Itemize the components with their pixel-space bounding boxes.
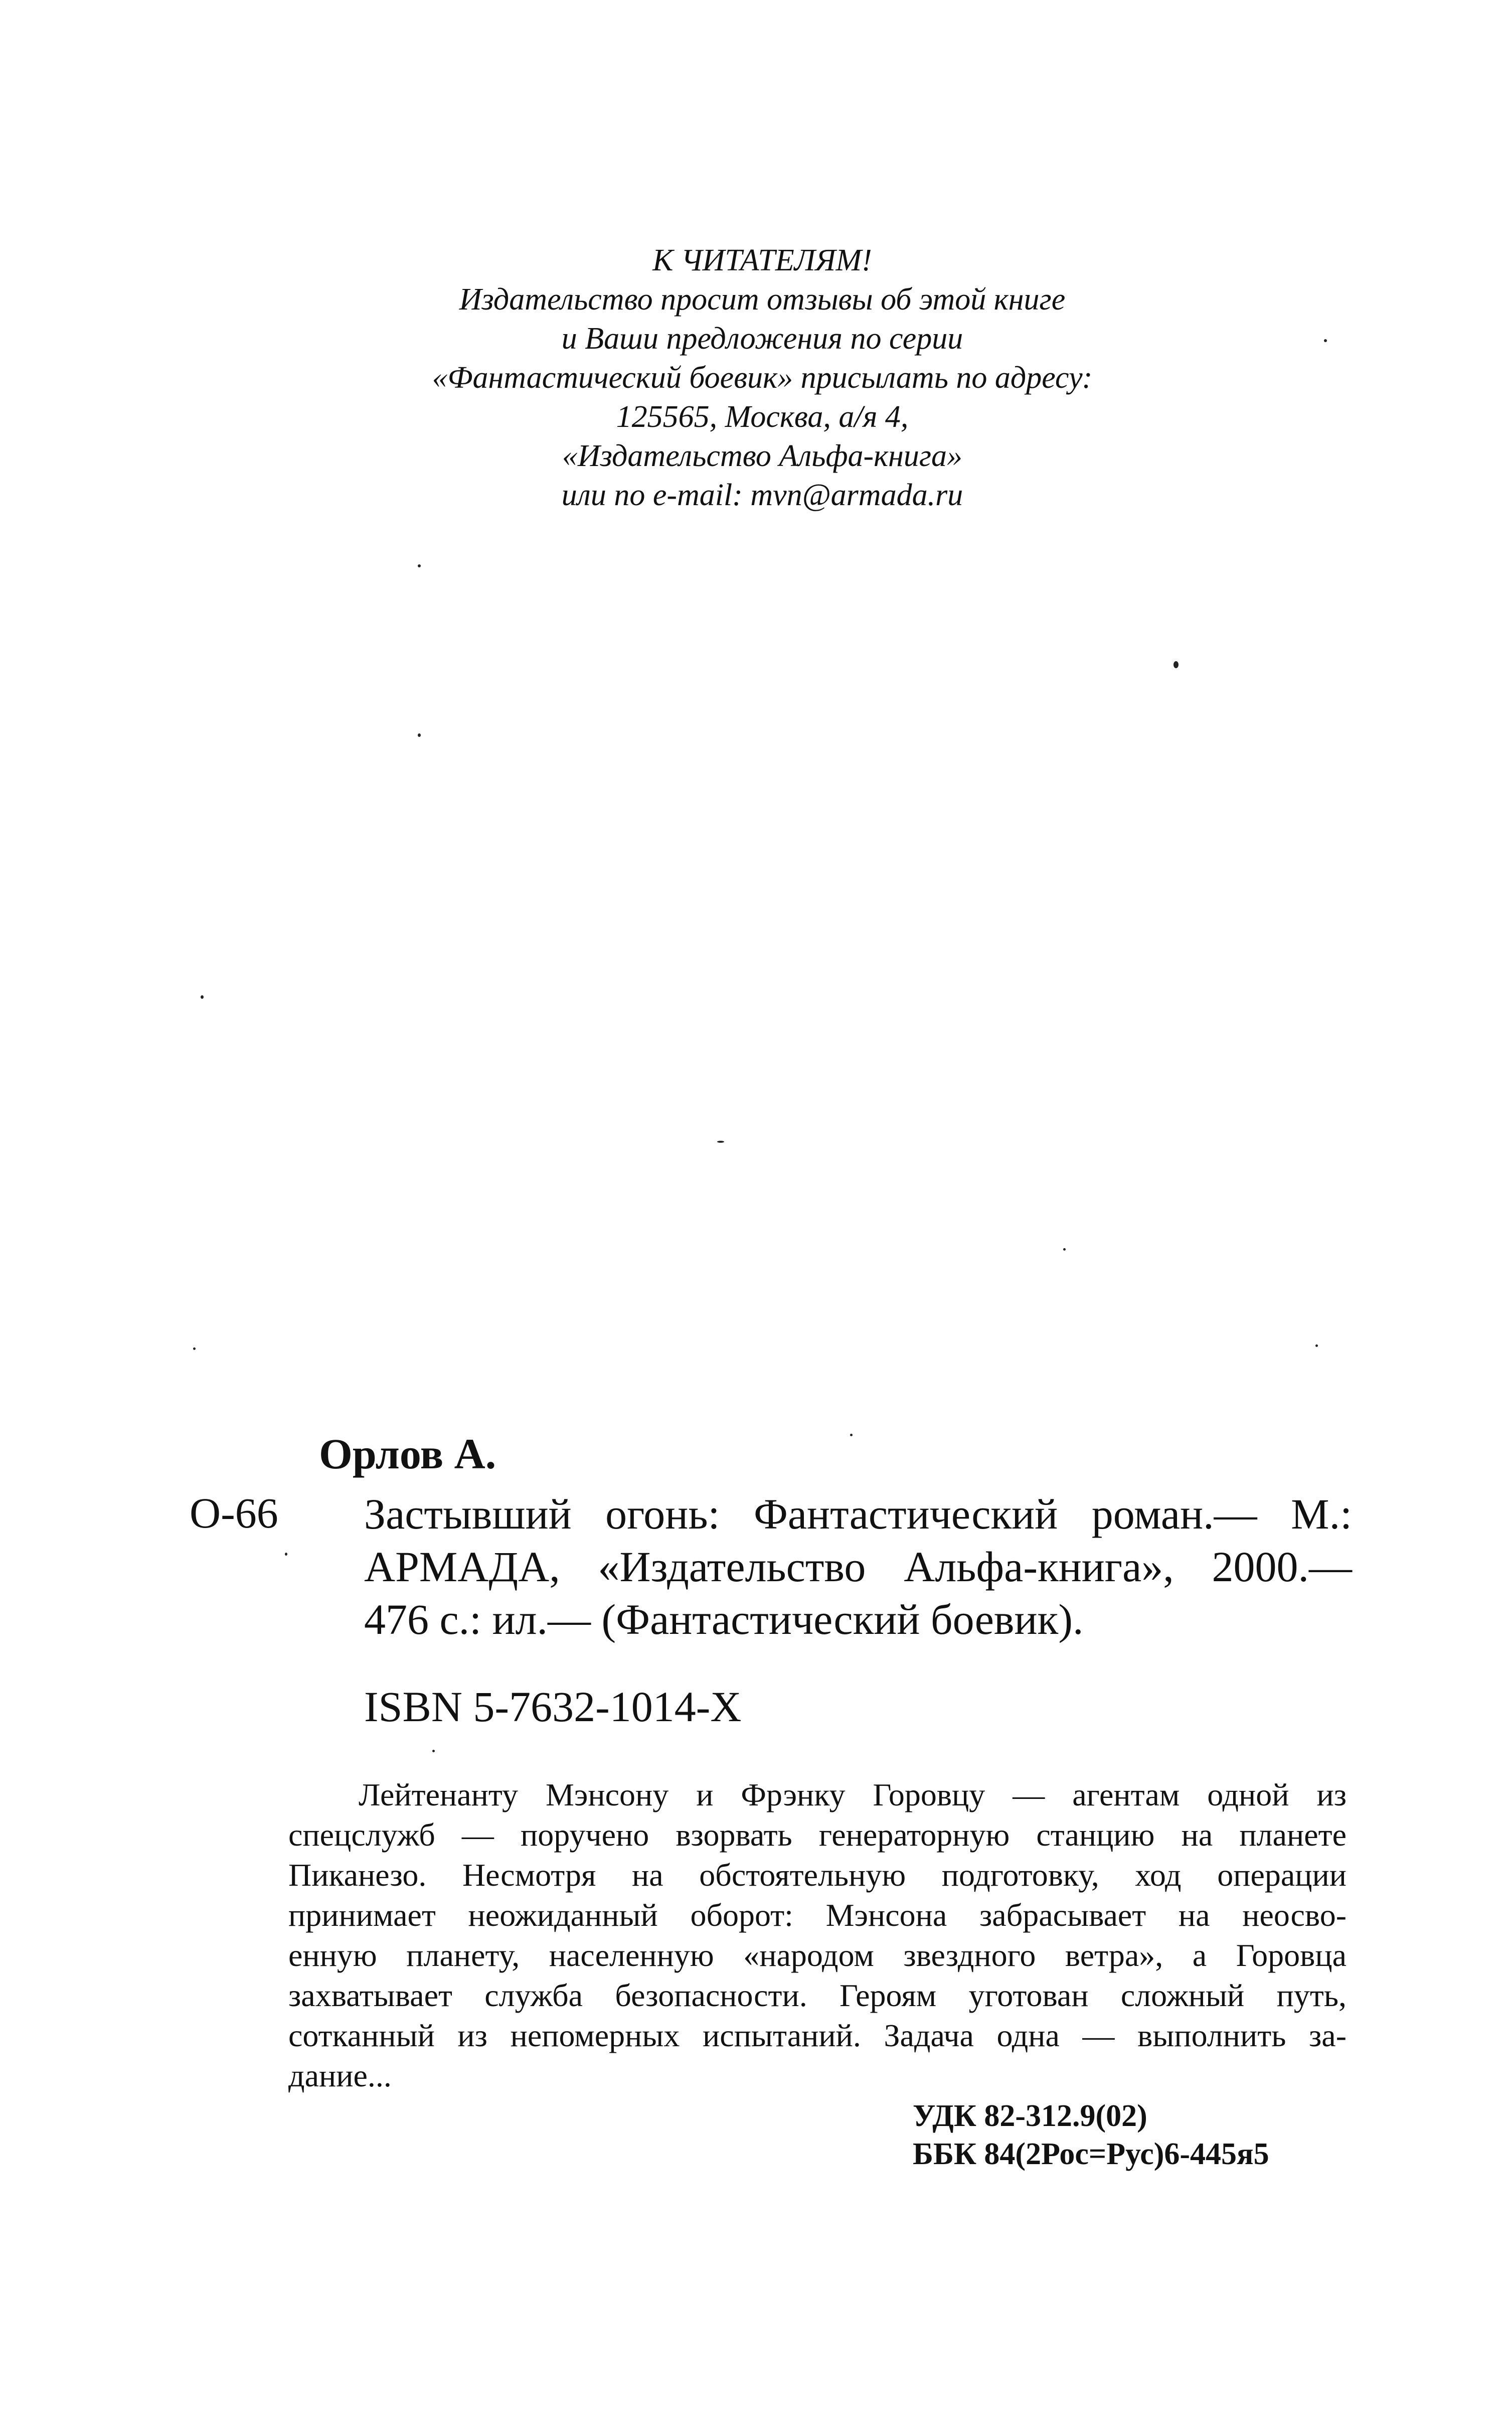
notice-address: 125565, Москва, а/я 4, [616, 400, 909, 434]
scan-speck [201, 995, 204, 999]
isbn: ISBN 5-7632-1014-X [364, 1683, 742, 1731]
scan-speck [717, 1141, 724, 1143]
scan-speck [285, 1553, 287, 1556]
scan-speck [418, 564, 421, 567]
annotation-line: принимает неожиданный оборот: Мэнсона забрасывает на неосво- [288, 1897, 1347, 1933]
author-mark-code: О-66 [190, 1489, 278, 1537]
notice-line: Издательство просит отзывы об этой книге [459, 282, 1066, 317]
udk-code: УДК 82-312.9(02) [913, 2099, 1147, 2133]
scan-speck [850, 1434, 853, 1436]
notice-heading: К ЧИТАТЕЛЯМ! [652, 243, 872, 277]
annotation-line: сотканный из непомерных испытаний. Задача одна — выполнить за- [288, 2018, 1347, 2053]
annotation-line: дание... [288, 2058, 392, 2093]
bib-line: АРМАДА, «Издательство Альфа-книга», 2000.— [364, 1543, 1352, 1591]
annotation-line: Пиканезо. Несмотря на обстоятельную подготовку, ход операции [288, 1857, 1347, 1893]
annotation-paragraph [288, 1775, 1347, 2096]
annotation-line: енную планету, населенную «народом звездного ветра», а Горовца [288, 1937, 1347, 1973]
annotation-line: спецслужб — поручено взорвать генераторную станцию на планете [288, 1817, 1347, 1853]
notice-line: «Фантастический боевик» присылать по адресу: [432, 361, 1093, 395]
scan-speck [418, 733, 421, 737]
scan-speck [1063, 1248, 1066, 1251]
scan-speck [193, 1347, 196, 1350]
notice-email: или по e-mail: mvn@armada.ru [561, 478, 963, 512]
reader-notice [371, 241, 1153, 515]
scan-speck [432, 1750, 435, 1752]
author-name: Орлов А. [319, 1430, 496, 1478]
bib-line: 476 с.: ил.— (Фантастический боевик). [364, 1595, 1084, 1643]
classification-codes [913, 2097, 1269, 2173]
bbk-code: ББК 84(2Рос=Рус)6-445я5 [913, 2137, 1269, 2171]
annotation-line: Лейтенанту Мэнсону и Фрэнку Горовцу — агентам одной из [359, 1777, 1347, 1812]
notice-publisher: «Издательство Альфа-книга» [562, 439, 963, 473]
scan-speck [1173, 661, 1179, 668]
annotation-line: захватывает служба безопасности. Героям уготован сложный путь, [288, 1978, 1347, 2013]
bibliographic-record [364, 1488, 1352, 1646]
scan-speck [1324, 339, 1327, 342]
scan-speck [1315, 1344, 1318, 1347]
notice-line: и Ваши предложения по серии [561, 322, 963, 356]
bib-line: Застывший огонь: Фантастический роман.— М.: [364, 1490, 1352, 1538]
